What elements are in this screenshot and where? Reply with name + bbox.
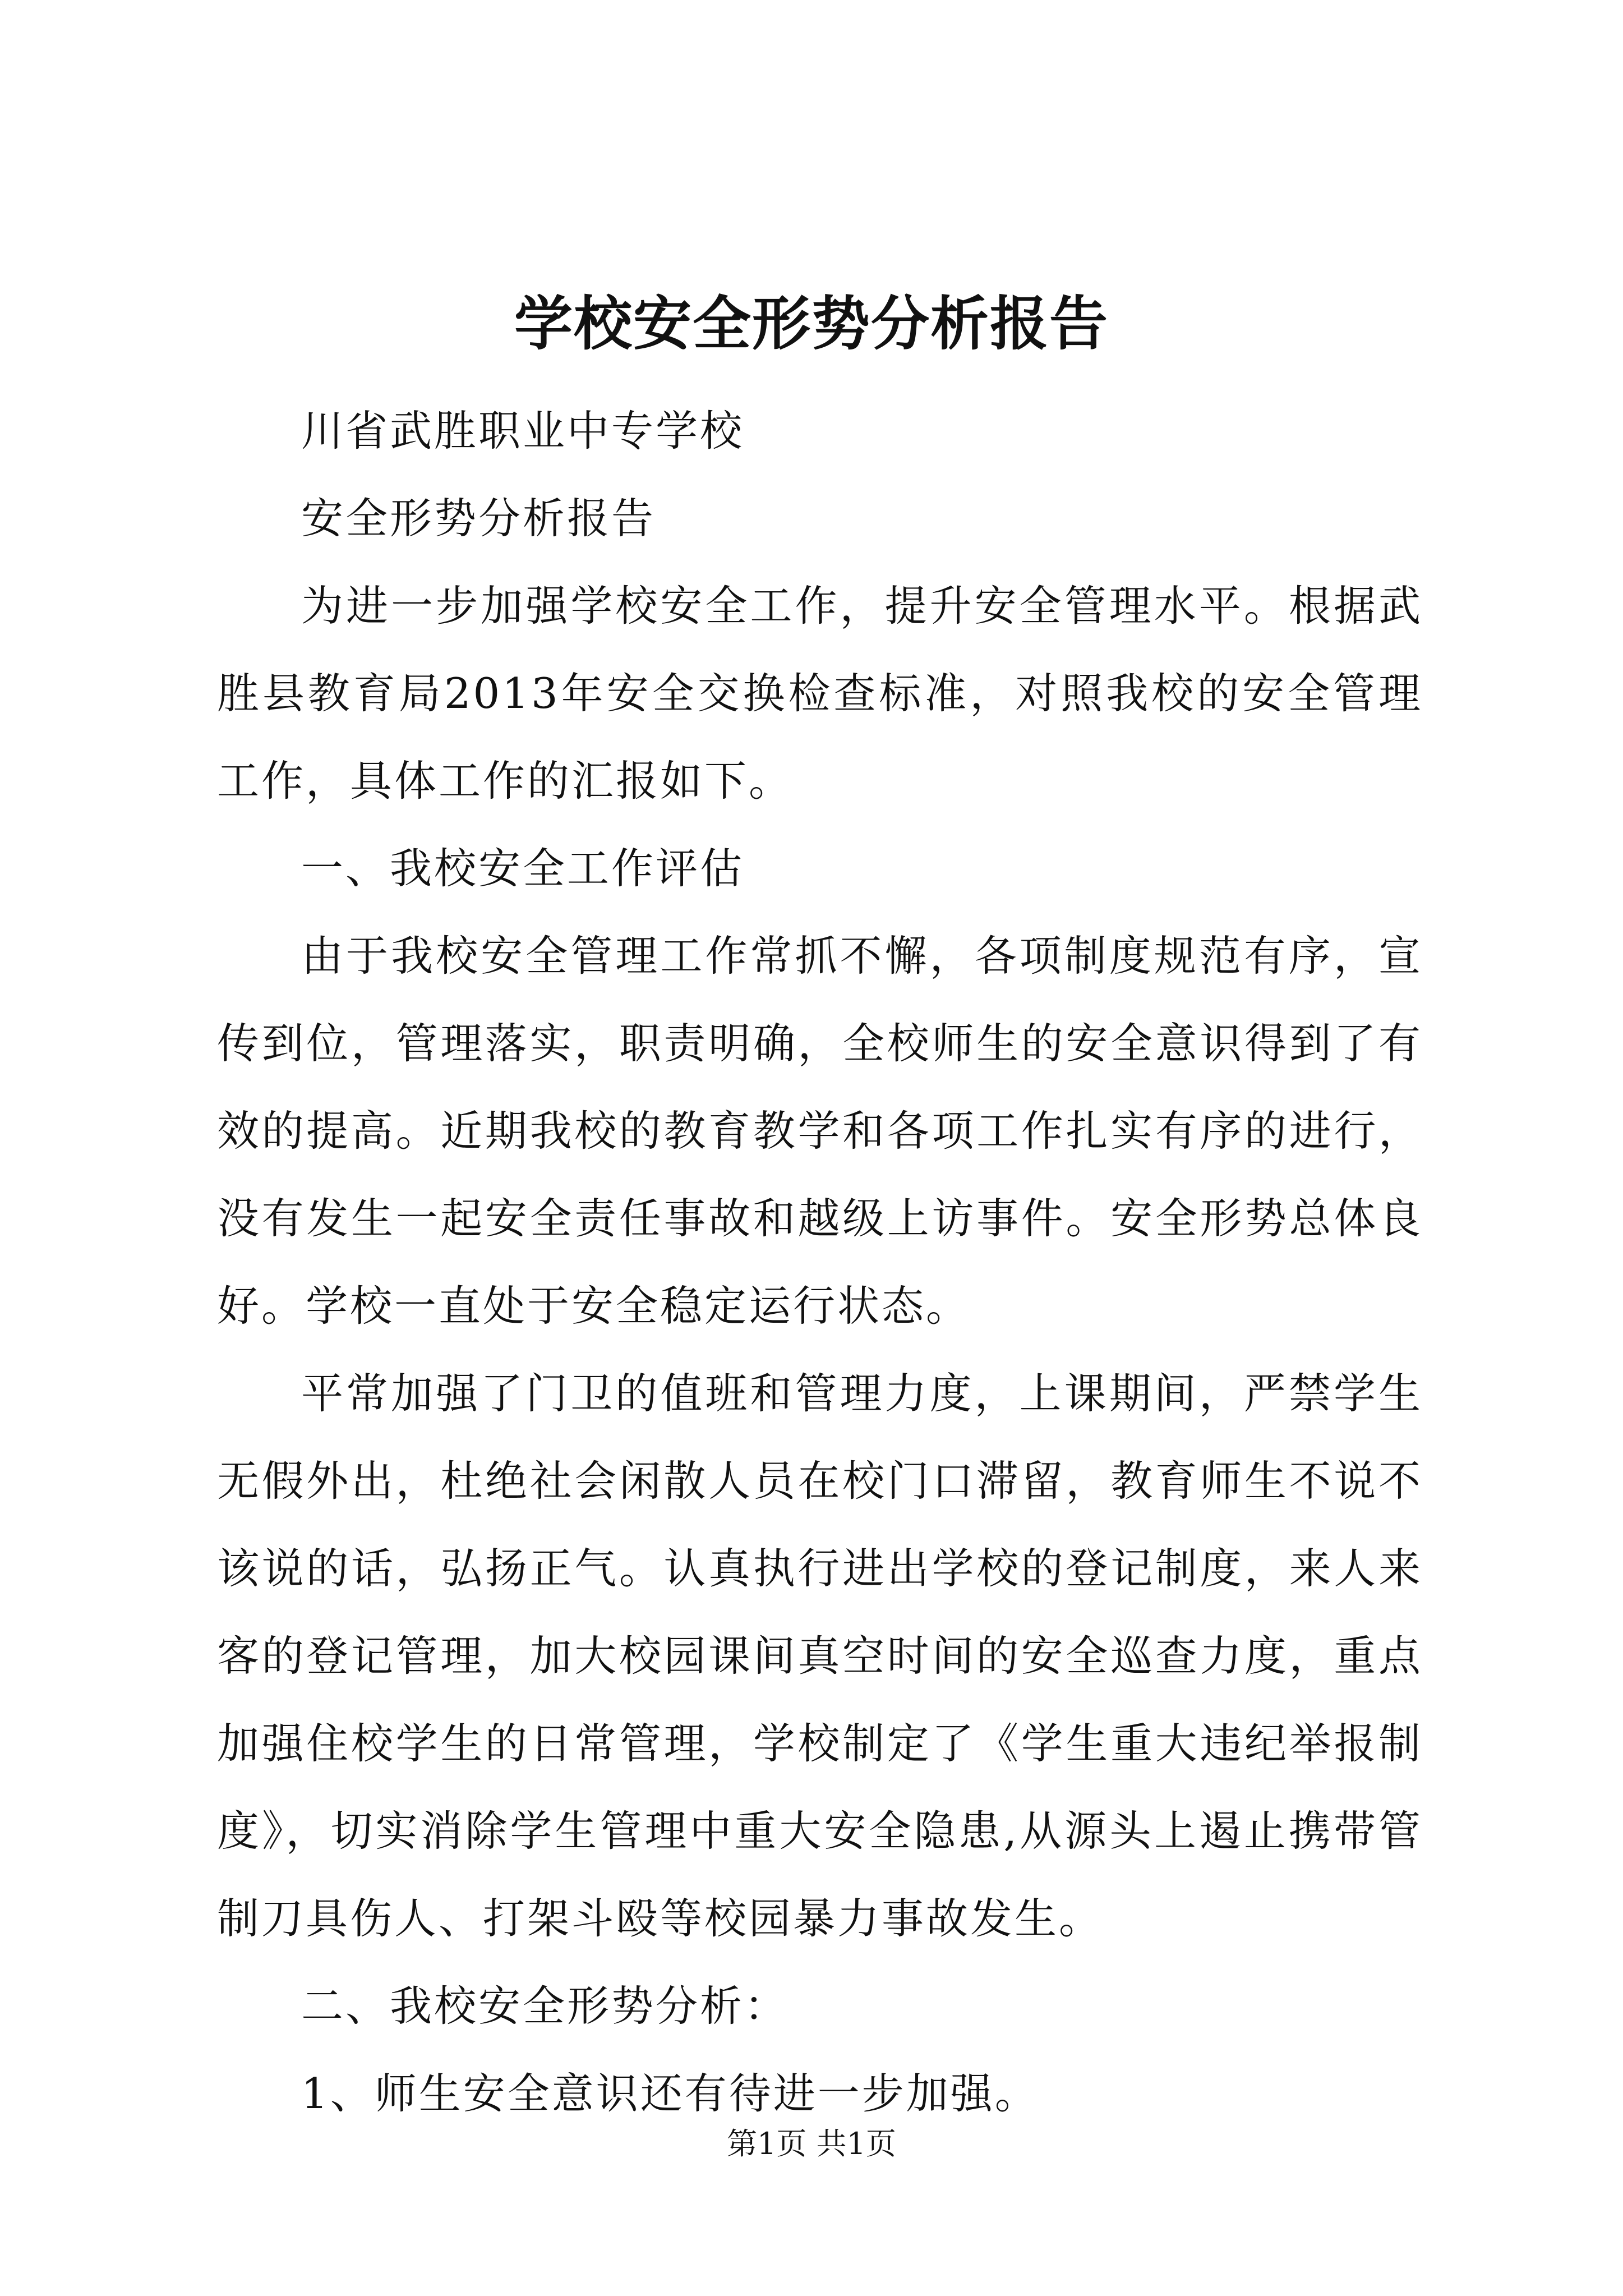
subtitle-school: 川省武胜职业中专学校 (301, 406, 745, 455)
list-item-1: 1、师生安全意识还有待进一步加强。 (301, 2069, 1039, 2118)
section-heading-2: 二、我校安全形势分析： (301, 1981, 789, 2031)
section-heading-1: 一、我校安全工作评估 (301, 844, 745, 893)
document-body (217, 387, 1423, 2137)
document-title: 学校安全形势分析报告 (514, 289, 1109, 358)
subtitle-report: 安全形势分析报告 (301, 494, 656, 543)
paragraph-assessment: 由于我校安全管理工作常抓不懈，各项制度规范有序，宣传到位，管理落实，职责明确，全校师生的安全意识得到了有效的提高。近期我校的教育教学和各项工作扎实有序的进行，没有发生一起安全责任事故和越级上访事件。安全形势总体良好。学校一直处于安全稳定运行状态。 (217, 931, 1423, 1331)
paragraph-intro: 为进一步加强学校安全工作，提升安全管理水平。根据武胜县教育局2013年安全交换检查标准，对照我校的安全管理工作，具体工作的汇报如下。 (217, 581, 1423, 806)
page-footer: 第1页 共1页 (727, 2126, 896, 2161)
paragraph-management: 平常加强了门卫的值班和管理力度，上课期间，严禁学生无假外出，杜绝社会闲散人员在校门口滞留，教育师生不说不该说的话，弘扬正气。认真执行进出学校的登记制度，来人来客的登记管理，加大校园课间真空时间的安全巡查力度，重点加强住校学生的日常管理，学校制定了《学生重大违纪举报制度》，切实消除学生管理中重大安全隐患,从源头上遏止携带管制刀具伤人、打架斗殴等校园暴力事故发生。 (217, 1369, 1423, 1943)
